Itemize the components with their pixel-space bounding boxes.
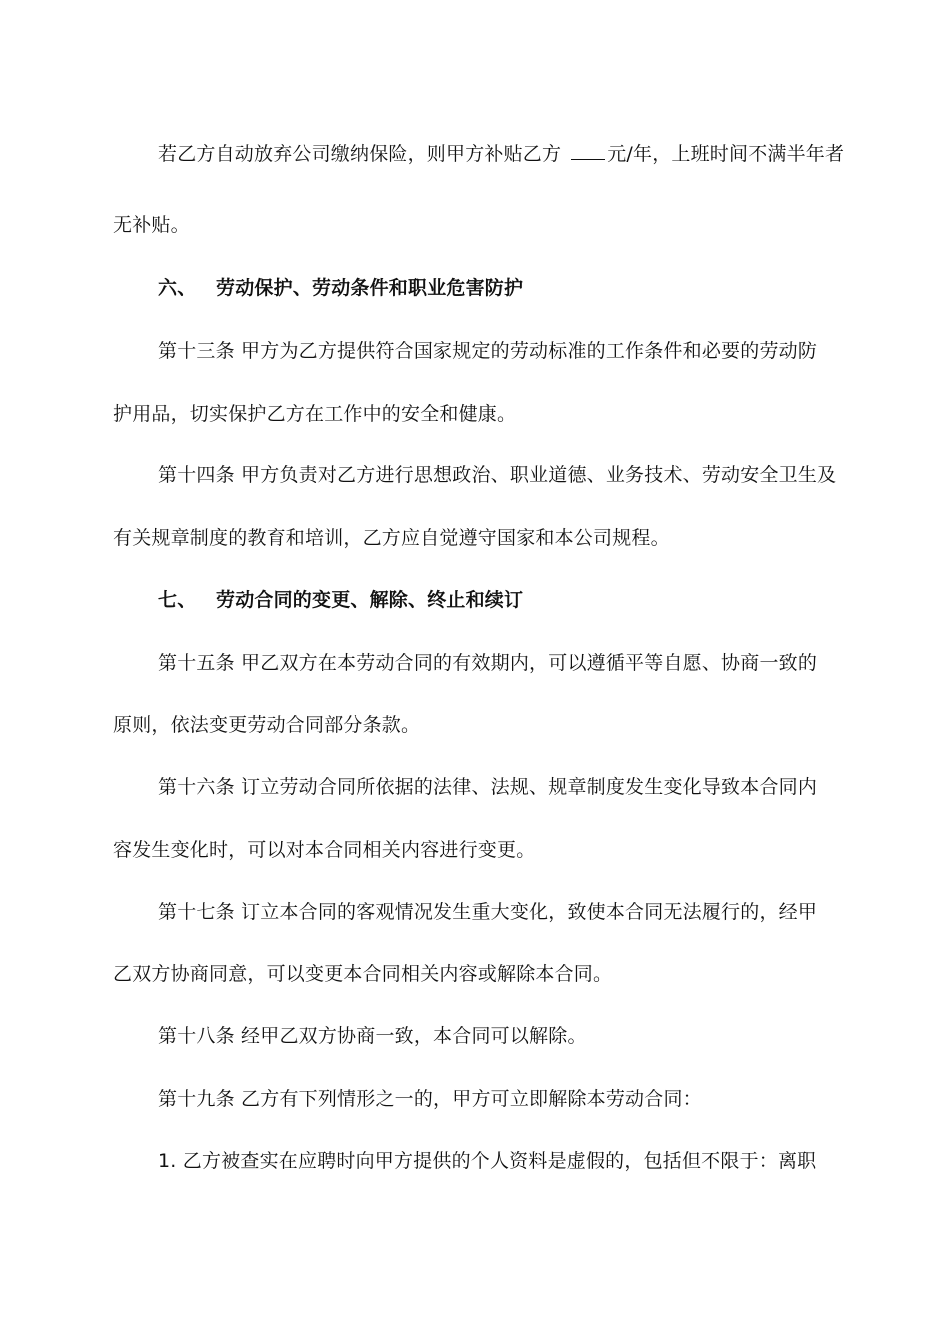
- article-19: 第十九条 乙方有下列情形之一的，甲方可立即解除本劳动合同：: [158, 1088, 702, 1110]
- section-title: 劳动保护、劳动条件和职业危害防护: [216, 277, 524, 299]
- article-14-line2: 有关规章制度的教育和培训，乙方应自觉遵守国家和本公司规程。: [113, 527, 670, 549]
- article-14-line1: 第十四条 甲方负责对乙方进行思想政治、职业道德、业务技术、劳动安全卫生及: [158, 464, 837, 486]
- paragraph-insurance-subsidy-line2: 无补贴。: [113, 214, 190, 236]
- article-13-line2: 护用品，切实保护乙方在工作中的安全和健康。: [113, 403, 517, 425]
- blank-field: [571, 141, 605, 160]
- section-heading-6: [158, 276, 888, 300]
- text-segment: 元/年，上班时间不满半年者: [607, 143, 845, 165]
- section-number: 六、: [158, 277, 197, 299]
- text-segment: 若乙方自动放弃公司缴纳保险，则甲方补贴乙方: [158, 143, 562, 165]
- list-item-1: 1. 乙方被查实在应聘时向甲方提供的个人资料是虚假的，包括但不限于：离职: [158, 1150, 817, 1172]
- article-15-line2: 原则，依法变更劳动合同部分条款。: [113, 714, 421, 736]
- article-16-line1: 第十六条 订立劳动合同所依据的法律、法规、规章制度发生变化导致本合同内: [158, 776, 818, 798]
- article-13-line1: 第十三条 甲方为乙方提供符合国家规定的劳动标准的工作条件和必要的劳动防: [158, 340, 818, 362]
- section-number: 七、: [158, 589, 197, 611]
- article-15-line1: 第十五条 甲乙双方在本劳动合同的有效期内，可以遵循平等自愿、协商一致的: [158, 652, 818, 674]
- article-17-line2: 乙双方协商同意，可以变更本合同相关内容或解除本合同。: [113, 963, 613, 985]
- article-16-line2: 容发生变化时，可以对本合同相关内容进行变更。: [113, 839, 536, 861]
- section-title: 劳动合同的变更、解除、终止和续订: [216, 589, 524, 611]
- article-18: 第十八条 经甲乙双方协商一致，本合同可以解除。: [158, 1025, 587, 1047]
- article-17-line1: 第十七条 订立本合同的客观情况发生重大变化，致使本合同无法履行的，经甲: [158, 901, 818, 923]
- section-heading-7: [158, 588, 888, 612]
- paragraph-insurance-subsidy-line1: [158, 141, 848, 166]
